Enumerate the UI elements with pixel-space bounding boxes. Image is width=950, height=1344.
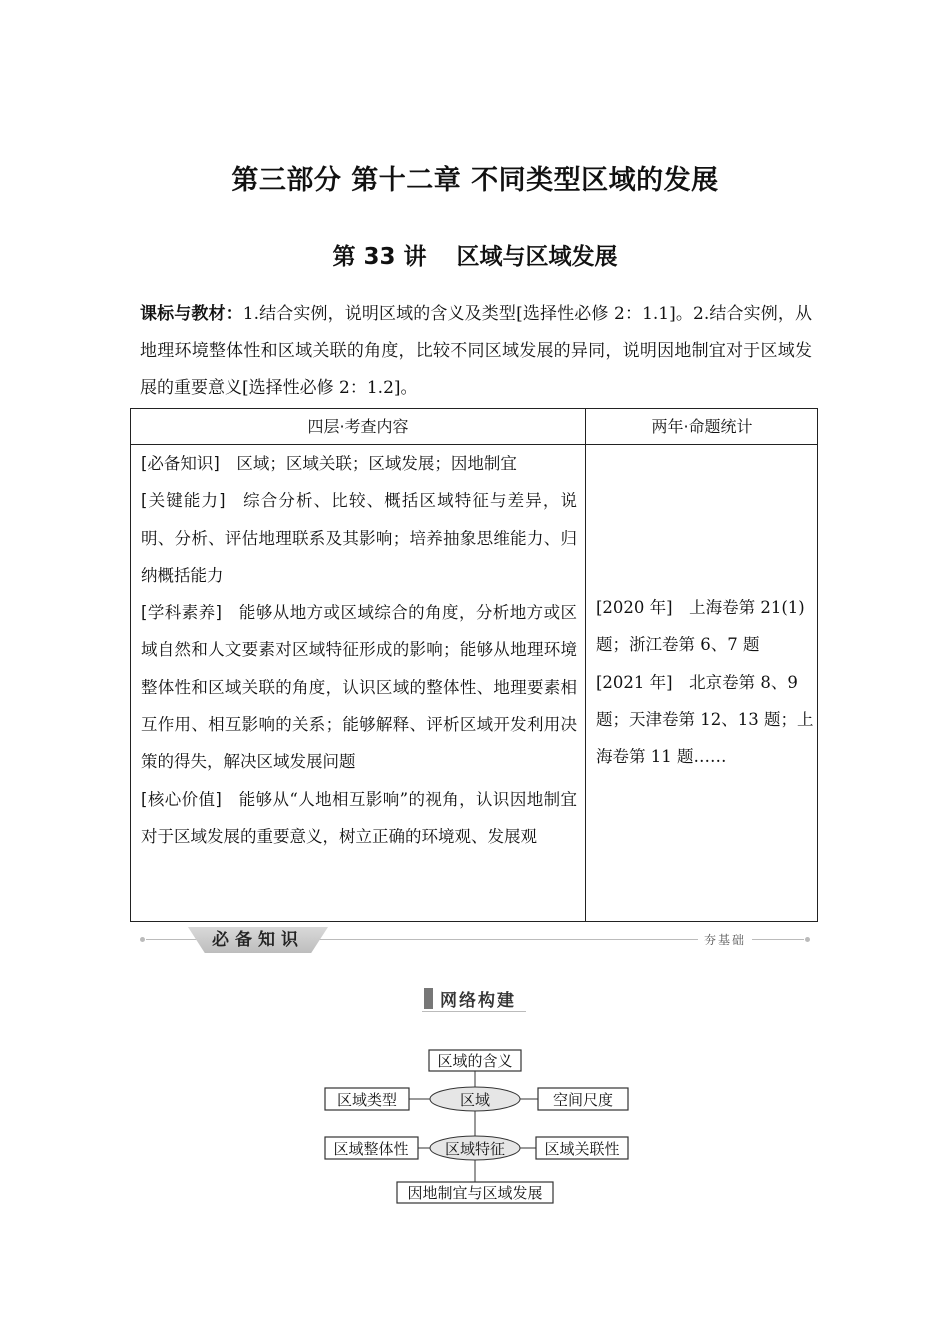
list-item — [141, 781, 577, 856]
year-text: 北京卷第 8、9 题；天津卷第 12、13 题；上海卷第 11 题…… — [596, 672, 814, 767]
node-right2: 区域关联性 — [544, 1140, 620, 1158]
curriculum-intro — [140, 296, 812, 407]
node-center: 区域 — [459, 1091, 491, 1109]
lecture-number: 第 33 讲 — [332, 244, 427, 270]
exam-content-table — [130, 408, 818, 922]
lecture-topic: 区域与区域发展 — [456, 244, 618, 270]
band-dot-right — [805, 937, 810, 942]
node-center2: 区域特征 — [444, 1140, 506, 1158]
node-right: 空间尺度 — [552, 1091, 614, 1109]
year-tag: [2021 年] — [596, 672, 673, 692]
item-text: 能够从地方或区域综合的角度，分析地方或区域自然和人文要素对区域特征形成的影响；能够从地理环境整体性和区域关联的角度，认识区域的整体性、地理要素相互作用、相互影响的关系；能够解释、评析区域开发利用决策的得失，解决区域发展问题 — [141, 603, 578, 772]
list-item — [141, 445, 577, 482]
band-subtitle: 夯基础 — [698, 931, 752, 948]
node-left2: 区域整体性 — [333, 1140, 409, 1158]
band-dot-left — [140, 937, 145, 942]
item-tag: [学科素养] — [141, 603, 222, 623]
section-band — [140, 927, 810, 955]
node-top: 区域的含义 — [437, 1052, 513, 1070]
table-header-statistics: 两年·命题统计 — [651, 417, 753, 436]
page-title: 第三部分 第十二章 不同类型区域的发展 — [231, 165, 719, 196]
table-cell-statistics — [596, 589, 814, 775]
item-text: 能够从“人地相互影响”的视角，认识因地制宜对于区域发展的重要意义，树立正确的环境观、发展观 — [141, 789, 578, 846]
list-item — [141, 482, 577, 594]
item-tag: [关键能力] — [141, 491, 226, 511]
item-tag: [必备知识] — [141, 454, 220, 473]
band-title: 必备知识 — [212, 930, 304, 950]
year-tag: [2020 年] — [596, 598, 673, 617]
intro-text: 1.结合实例，说明区域的含义及类型[选择性必修 2：1.1]。2.结合实例，从地理环境整体性和区域关联的角度，比较不同区域发展的异同，说明因地制宜对于区域发展的重要意义[选择性必修 2：1.2]。 — [140, 304, 812, 398]
network-heading — [422, 985, 526, 1012]
concept-map — [320, 1042, 630, 1207]
item-text: 综合分析、比较、概括区域特征与差异，说明、分析、评估地理联系及其影响；培养抽象思维能力、归纳概括能力 — [141, 491, 578, 585]
lecture-title — [0, 238, 950, 271]
node-left: 区域类型 — [336, 1091, 398, 1109]
node-bottom: 因地制宜与区域发展 — [407, 1184, 543, 1202]
table-cell-content — [141, 445, 577, 855]
item-text: 区域；区域关联；区域发展；因地制宜 — [236, 454, 517, 473]
item-tag: [核心价值] — [141, 789, 222, 809]
intro-label: 课标与教材： — [140, 304, 243, 324]
table-column-divider — [585, 409, 586, 921]
network-heading-text: 网络构建 — [440, 991, 516, 1011]
heading-bar-icon — [424, 988, 433, 1009]
year-text: 上海卷第 21(1)题；浙江卷第 6、7 题 — [596, 598, 805, 655]
list-item — [596, 589, 814, 664]
table-header-content: 四层·考查内容 — [307, 417, 409, 436]
list-item — [141, 594, 577, 780]
list-item — [596, 664, 814, 776]
